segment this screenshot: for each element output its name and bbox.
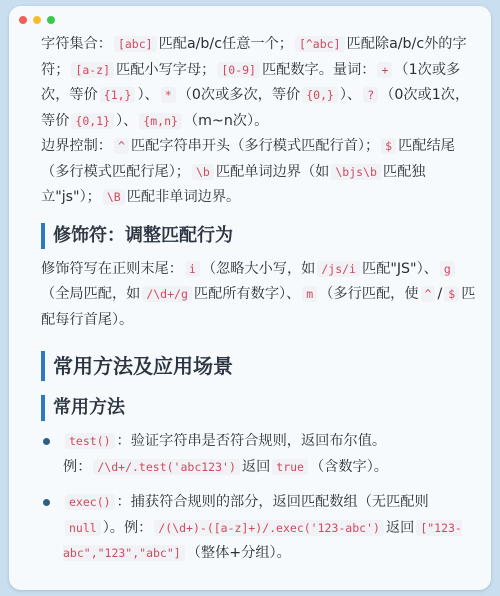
text: （m~n次）。	[183, 112, 269, 129]
code-snippet: $	[444, 286, 459, 302]
text: ）、	[116, 112, 138, 129]
code-snippet: {1,}	[100, 87, 136, 103]
window-controls	[19, 16, 55, 24]
text: 匹配独立"js"）；	[41, 163, 426, 205]
code-snippet: null	[65, 520, 101, 536]
text: 匹配每行首尾）。	[41, 286, 476, 328]
content-card	[9, 6, 491, 590]
code-snippet: +	[377, 62, 392, 78]
code-snippet: [0-9]	[217, 62, 260, 78]
text: 匹配小写字母；	[116, 61, 216, 78]
code-snippet: \B	[103, 189, 125, 205]
text: 匹配非单词边界。	[126, 189, 241, 205]
article-body	[41, 32, 477, 567]
maximize-dot-icon	[47, 16, 55, 24]
code-snippet: ^	[421, 286, 436, 302]
code-snippet: ?	[363, 87, 378, 103]
paragraph-boundaries	[41, 134, 477, 211]
code-snippet: *	[161, 87, 176, 103]
code-snippet: [a-z]	[71, 62, 114, 78]
text: 匹配所有数字）、	[193, 286, 301, 302]
code-snippet: {0,}	[302, 87, 338, 103]
text: ）、	[137, 87, 159, 103]
bullet-icon	[43, 438, 50, 445]
text: （含数字）。	[309, 458, 388, 475]
code-snippet: $	[381, 138, 396, 154]
text: 字符集合：	[41, 36, 112, 52]
code-snippet: ^	[114, 138, 129, 154]
paragraph-modifiers	[41, 257, 477, 334]
text: （全局匹配，如	[41, 286, 141, 302]
code-snippet: /\d+/.test('abc123')	[93, 459, 239, 475]
text: 匹配字符串开头（多行模式匹配行首）；	[130, 138, 380, 154]
code-snippet: ["123-abc","123","abc"]	[63, 520, 462, 560]
text: 边界控制：	[41, 138, 112, 154]
text: 返回	[241, 458, 271, 475]
bullet-icon	[43, 499, 50, 506]
code-snippet: /js/i	[317, 261, 360, 277]
list-item-exec	[41, 490, 477, 567]
code-snippet: i	[185, 261, 200, 277]
code-snippet: /\d+/g	[142, 286, 192, 302]
text: 匹配a/b/c任意一个；	[158, 36, 293, 52]
text: /	[437, 286, 443, 302]
code-snippet: true	[272, 459, 308, 475]
code-snippet: {m,n}	[139, 113, 182, 129]
code-snippet: \b	[192, 164, 214, 180]
subsection-heading-methods: 常用方法	[41, 395, 477, 421]
text: 匹配"JS"）、	[361, 260, 438, 277]
code-snippet: [^abc]	[295, 36, 345, 52]
code-snippet: m	[302, 286, 317, 302]
list-item-test	[41, 429, 477, 480]
text: ：验证字符串是否符合规则，返回布尔值。例：	[63, 433, 387, 475]
code-snippet: g	[440, 261, 455, 277]
section-heading-modifiers: 修饰符：调整匹配行为	[41, 223, 477, 249]
code-snippet: exec()	[65, 494, 115, 510]
text: （整体+分组）。	[186, 545, 291, 561]
code-snippet: {0,1}	[71, 113, 114, 129]
text: 匹配单词边界（如	[215, 163, 330, 180]
code-snippet: \bjs\b	[331, 164, 381, 180]
text: （0次或1次，等价	[41, 87, 470, 129]
text: ）。例：	[102, 519, 153, 536]
paragraph-charset-quantifiers	[41, 32, 477, 134]
text: （多行匹配，使	[319, 286, 419, 302]
text: ）、	[339, 87, 362, 103]
code-snippet: [abc]	[114, 36, 157, 52]
text: 修饰符写在正则末尾：	[41, 260, 183, 277]
text: （忽略大小写，如	[201, 260, 316, 277]
minimize-dot-icon	[33, 16, 41, 24]
text: （0次或多次，等价	[177, 87, 301, 103]
text: 匹配数字。量词：	[261, 61, 376, 78]
text: ：捕获符合规则的部分，返回匹配数组（无匹配则	[116, 494, 429, 510]
text: 匹配结尾（多行模式匹配行尾）；	[41, 138, 455, 180]
text: 返回	[385, 519, 415, 536]
section-heading-methods-scenarios: 常用方法及应用场景	[41, 351, 477, 381]
close-dot-icon	[19, 16, 27, 24]
text: 匹配除a/b/c外的字符；	[41, 36, 467, 78]
code-snippet: /(\d+)-([a-z]+)/.exec('123-abc')	[154, 520, 384, 536]
code-snippet: test()	[65, 433, 115, 449]
text: （1次或多次，等价	[41, 61, 461, 103]
